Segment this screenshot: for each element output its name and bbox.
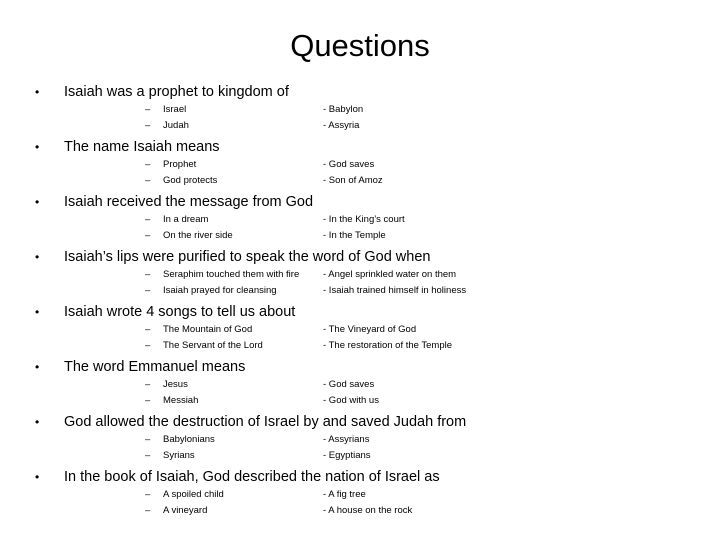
- answer-option-text: A vineyard: [163, 505, 208, 516]
- bullet-icon: •: [35, 195, 40, 209]
- question-text: Isaiah was a prophet to kingdom of: [64, 84, 289, 100]
- answer-option-text: - God saves: [323, 379, 375, 390]
- bullet-icon: •: [35, 250, 40, 264]
- slide-title: Questions: [290, 28, 430, 63]
- dash-icon: –: [145, 175, 151, 186]
- bullet-icon: •: [35, 360, 40, 374]
- dash-icon: –: [145, 285, 151, 296]
- answer-option-text: - A house on the rock: [323, 505, 413, 516]
- dash-icon: –: [145, 450, 151, 461]
- question-text: Isaiah received the message from God: [64, 194, 314, 210]
- answer-option-text: - A fig tree: [323, 489, 366, 500]
- question-text: In the book of Isaiah, God described the nation of Israel as: [64, 469, 440, 485]
- answer-option-text: - The restoration of the Temple: [323, 340, 453, 351]
- answer-option-text: - God with us: [323, 395, 379, 406]
- question-text: Isaiah wrote 4 songs to tell us about: [64, 304, 296, 320]
- answer-option-text: - The Vineyard of God: [323, 324, 417, 335]
- dash-icon: –: [145, 340, 151, 351]
- question-text: The word Emmanuel means: [64, 359, 246, 375]
- answer-option-text: Judah: [163, 120, 189, 131]
- question-item: [0, 302, 720, 322]
- question-item: [0, 192, 720, 212]
- bullet-icon: •: [35, 140, 40, 154]
- dash-icon: –: [145, 505, 151, 516]
- question-item: [0, 82, 720, 102]
- answer-option-text: In a dream: [163, 214, 209, 225]
- dash-icon: –: [145, 434, 151, 445]
- dash-icon: –: [145, 120, 151, 131]
- question-text: God allowed the destruction of Israel by and saved Judah from: [64, 414, 467, 430]
- question-item: [0, 357, 720, 377]
- dash-icon: –: [145, 159, 151, 170]
- answer-option-text: - Assyria: [323, 120, 360, 131]
- answer-option-text: On the river side: [163, 230, 233, 241]
- dash-icon: –: [145, 104, 151, 115]
- answer-option-text: - In the Temple: [323, 230, 386, 241]
- question-item: [0, 137, 720, 157]
- bullet-icon: •: [35, 305, 40, 319]
- answer-option-text: Messiah: [163, 395, 199, 406]
- answer-option-text: - Assyrians: [323, 434, 370, 445]
- answer-option-text: The Mountain of God: [163, 324, 253, 335]
- dash-icon: –: [145, 379, 151, 390]
- dash-icon: –: [145, 324, 151, 335]
- question-text: Isaiah’s lips were purified to speak the word of God when: [64, 249, 431, 265]
- dash-icon: –: [145, 214, 151, 225]
- answer-option-text: God protects: [163, 175, 218, 186]
- question-item: [0, 467, 720, 487]
- answer-option-text: - Babylon: [323, 104, 364, 115]
- answer-option-text: - God saves: [323, 159, 375, 170]
- answer-option-text: Prophet: [163, 159, 197, 170]
- dash-icon: –: [145, 489, 151, 500]
- answer-option-text: A spoiled child: [163, 489, 224, 500]
- answer-option-text: Babylonians: [163, 434, 215, 445]
- question-text: The name Isaiah means: [64, 139, 220, 155]
- dash-icon: –: [145, 395, 151, 406]
- answer-option-text: Isaiah prayed for cleansing: [163, 285, 277, 296]
- answer-option-text: - Isaiah trained himself in holiness: [323, 285, 467, 296]
- bullet-icon: •: [35, 85, 40, 99]
- answer-option-text: - Son of Amoz: [323, 175, 383, 186]
- answer-option-text: The Servant of the Lord: [163, 340, 263, 351]
- answer-option-text: Jesus: [163, 379, 188, 390]
- dash-icon: –: [145, 230, 151, 241]
- bullet-icon: •: [35, 415, 40, 429]
- bullet-icon: •: [35, 470, 40, 484]
- dash-icon: –: [145, 269, 151, 280]
- answer-option-text: - Egyptians: [323, 450, 371, 461]
- answer-option-text: Seraphim touched them with fire: [163, 269, 300, 280]
- answer-option-text: - In the King’s court: [323, 214, 405, 225]
- question-item: [0, 247, 720, 267]
- answer-option-text: Syrians: [163, 450, 195, 461]
- answer-option-text: Israel: [163, 104, 187, 115]
- question-item: [0, 412, 720, 432]
- answer-option-text: - Angel sprinkled water on them: [323, 269, 457, 280]
